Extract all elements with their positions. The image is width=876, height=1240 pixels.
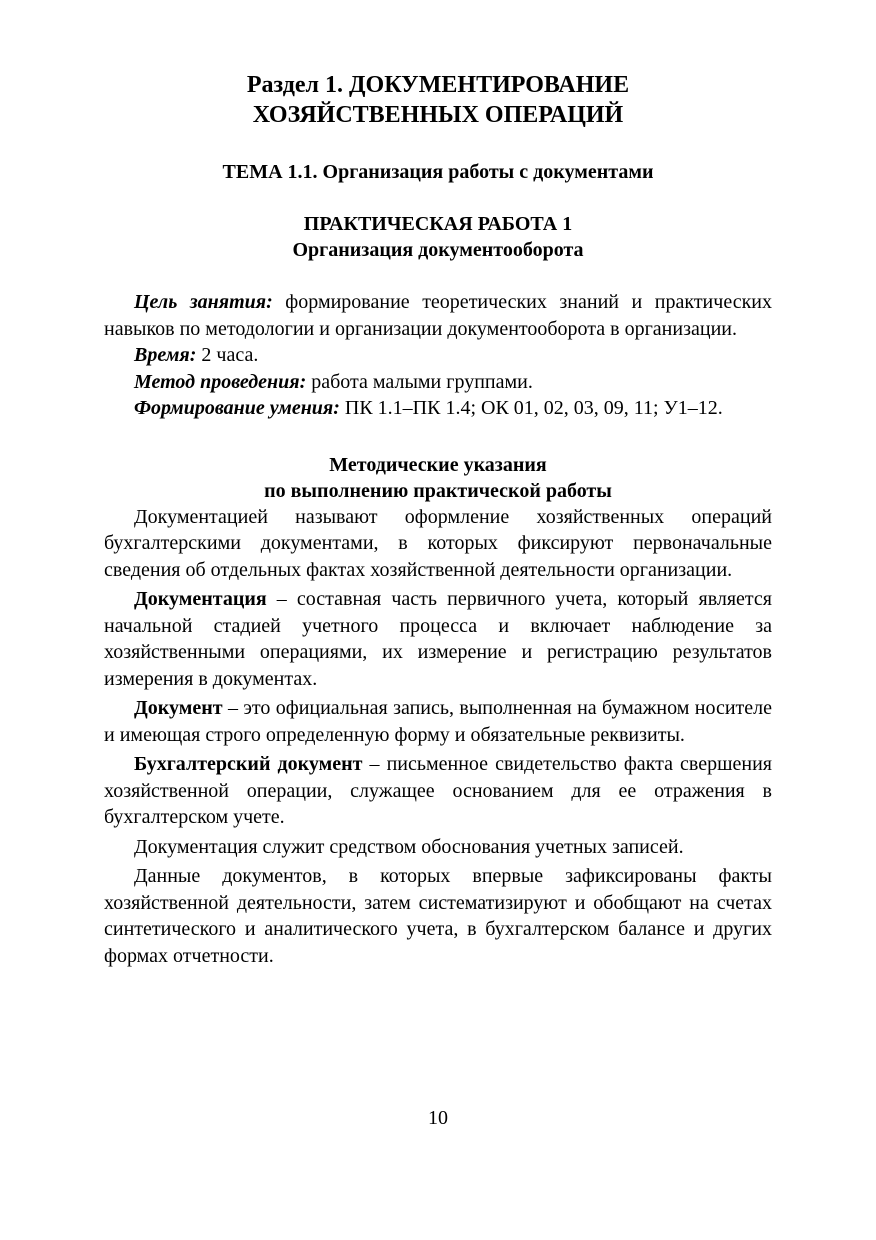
section-title-line-1: Раздел 1. ДОКУМЕНТИРОВАНИЕ [246,72,630,98]
term-documentation: Документация [134,588,267,610]
skill-text: ПК 1.1–ПК 1.4; ОК 01, 02, 03, 09, 11; У1–12. [339,397,723,419]
topic-title: ТЕМА 1.1. Организация работы с документами [222,161,654,183]
paragraph-3 [104,695,772,748]
lesson-meta [104,289,772,422]
time-line [104,342,772,369]
paragraph-4 [104,751,772,831]
guidelines-heading [104,452,772,504]
body-text [104,504,772,970]
paragraph-4-text: – письменное свидетельство факта свершения хозяйственной операции, служащее основанием для ее отражения в бухгалтерском учете. [104,753,772,828]
paragraph-2-text: – составная часть первичного учета, который является начальной стадией учетного процесса и включает наблюдение за хозяйственными операциями, их измерение и регистрацию результатов измерения в документах. [104,588,772,690]
method-line [104,369,772,396]
term-document: Документ [134,697,223,719]
section-heading [104,70,772,130]
guidelines-line-1: Методические указания [329,453,547,476]
section-title-line-2: ХОЗЯЙСТВЕННЫХ ОПЕРАЦИЙ [252,102,624,128]
goal-label: Цель занятия: [134,291,273,313]
time-text: 2 часа. [196,344,259,366]
guidelines-line-2: по выполнению практической работы [264,479,612,502]
paragraph-1: Документацией называют оформление хозяйственных операций бухгалтерскими документами, в которых фиксируют первоначальные сведения об отдельных фактах хозяйственной деятельности организации. [104,505,772,581]
page-content [104,70,772,969]
goal-line [104,289,772,342]
paragraph-6: Данные документов, в которых впервые зафиксированы факты хозяйственной деятельности, затем систематизируют и обобщают на счетах синтетического и аналитического учета, в бухгалтерском балансе и других формах отчетности. [104,865,772,967]
goal-text: формирование теоретических знаний и практических навыков по методологии и организации документооборота в организации. [104,291,772,340]
method-label: Метод проведения: [134,370,307,393]
practical-work-number: ПРАКТИЧЕСКАЯ РАБОТА 1 [303,213,573,235]
time-label: Время: [134,344,197,366]
skill-line [104,395,772,422]
paragraph-3-text: – это официальная запись, выполненная на бумажном носителе и имеющая строго определенную форму и обязательные реквизиты. [104,697,772,746]
paragraph-5: Документация служит средством обоснования учетных записей. [134,835,684,858]
paragraph-2 [104,586,772,692]
method-text: работа малыми группами. [306,370,533,393]
term-accounting-document: Бухгалтерский документ [134,753,363,775]
practical-work-title: Организация документооборота [292,239,584,261]
practical-work-heading [104,211,772,263]
page-number: 10 [428,1107,448,1129]
skill-label: Формирование умения: [134,397,340,419]
